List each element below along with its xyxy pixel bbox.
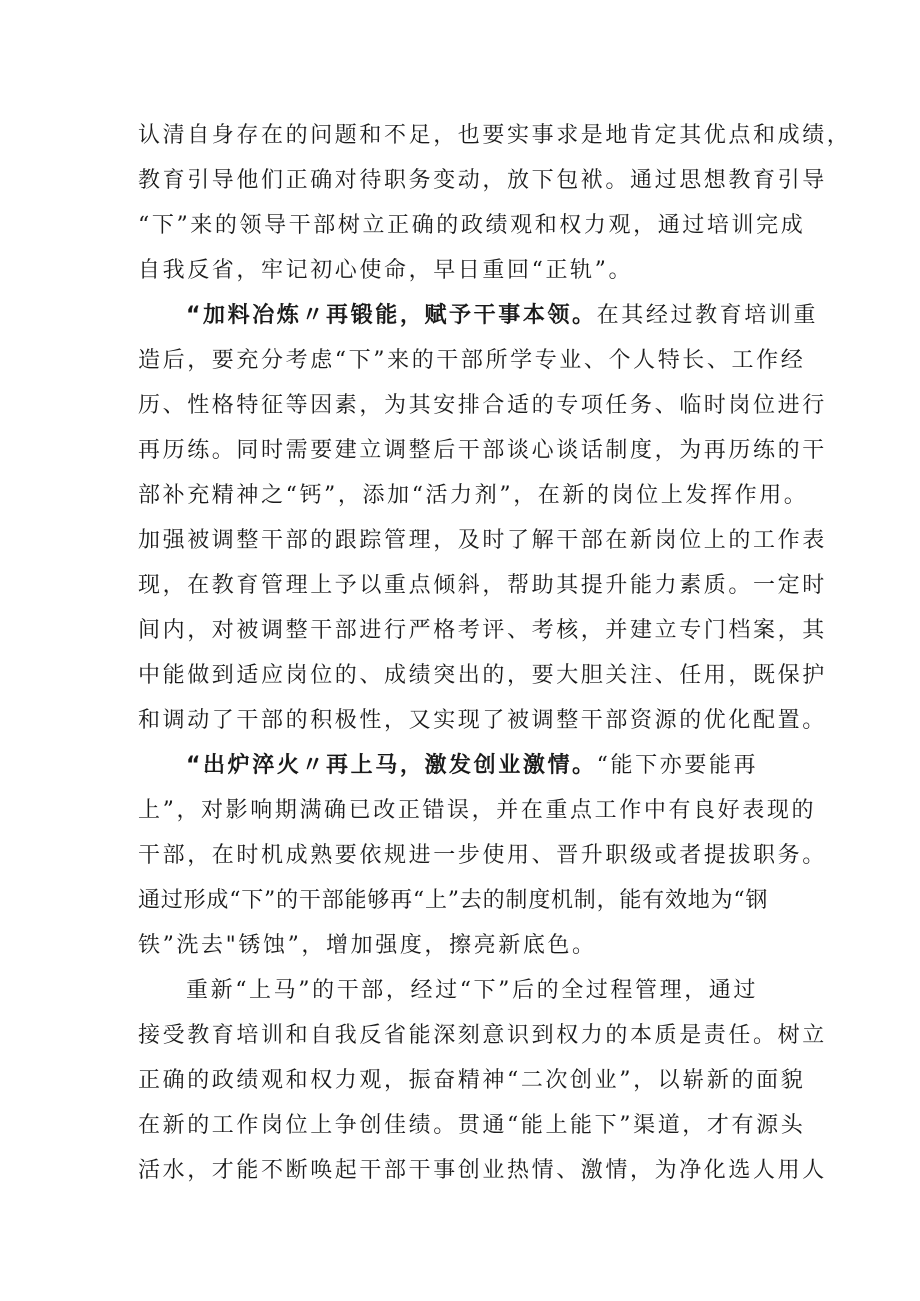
text-line: 自我反省，牢记初心使命，早日重回“正轨”。 xyxy=(138,258,634,283)
text-line: 通过形成“下”的干部能够再“上”去的制度机制，能有效地为“钢 xyxy=(138,888,769,913)
text-line: 造后，要充分考虑“下”来的干部所学专业、个人特长、工作经 xyxy=(138,348,806,373)
text-line: 再历练。同时需要建立调整后干部谈心谈话制度，为再历练的干 xyxy=(138,438,827,463)
text-line: 教育引导他们正确对待职务变动，放下包袱。通过思想教育引导 xyxy=(138,168,827,193)
text-line: 接受教育培训和自我反省能深刻意识到权力的本质是责任。树立 xyxy=(138,1023,827,1048)
text-line: 认清自身存在的问题和不足，也要实事求是地肯定其优点和成绩， xyxy=(138,123,852,148)
text-line: 部补充精神之“钙”，添加“活力剂”，在新的岗位上发挥作用。 xyxy=(138,483,809,508)
text-line: 历、性格特征等因素，为其安排合适的专项任务、临时岗位进行 xyxy=(138,393,827,418)
section-heading: “出炉淬火〃再上马，激发创业激情。 xyxy=(186,753,597,778)
text-line: 中能做到适应岗位的、成绩突出的，要大胆关注、任用，既保护 xyxy=(138,663,827,688)
text-line: 加强被调整干部的跟踪管理，及时了解干部在新岗位上的工作表 xyxy=(138,528,827,553)
paragraph-first-line xyxy=(186,301,818,331)
text-line: 干部，在时机成熟要依规进一步使用、晋升职级或者提拔职务。 xyxy=(138,843,827,868)
text-line: “下”来的领导干部树立正确的政绩观和权力观，通过培训完成 xyxy=(138,213,806,238)
text-segment: 在其经过教育培训重 xyxy=(596,303,819,328)
paragraph-first-line xyxy=(186,751,758,781)
text-line: 间内，对被调整干部进行严格考评、考核，并建立专门档案，其 xyxy=(138,618,827,643)
text-line: 和调动了干部的积极性，又实现了被调整干部资源的优化配置。 xyxy=(138,708,827,733)
text-line: 在新的工作岗位上争创佳绩。贯通“能上能下”渠道，才有源头 xyxy=(138,1113,806,1138)
text-segment: “能下亦要能再 xyxy=(596,753,759,778)
paragraph-first-line: 重新“上马”的干部，经过“下”后的全过程管理，通过 xyxy=(186,978,758,1003)
text-line: 上”，对影响期满确已改正错误，并在重点工作中有良好表现的 xyxy=(138,798,817,823)
section-heading: “加料冶炼〃再锻能，赋予干事本领。 xyxy=(186,303,597,328)
text-line: 活水，才能不断唤起干部干事创业热情、激情，为净化选人用人 xyxy=(138,1158,827,1183)
text-line: 铁”洗去"锈蚀”，增加强度，擦亮新底色。 xyxy=(138,933,597,958)
text-line: 正确的政绩观和权力观，振奋精神“二次创业”，以崭新的面貌 xyxy=(138,1068,806,1093)
text-line: 现，在教育管理上予以重点倾斜，帮助其提升能力素质。一定时 xyxy=(138,573,827,598)
